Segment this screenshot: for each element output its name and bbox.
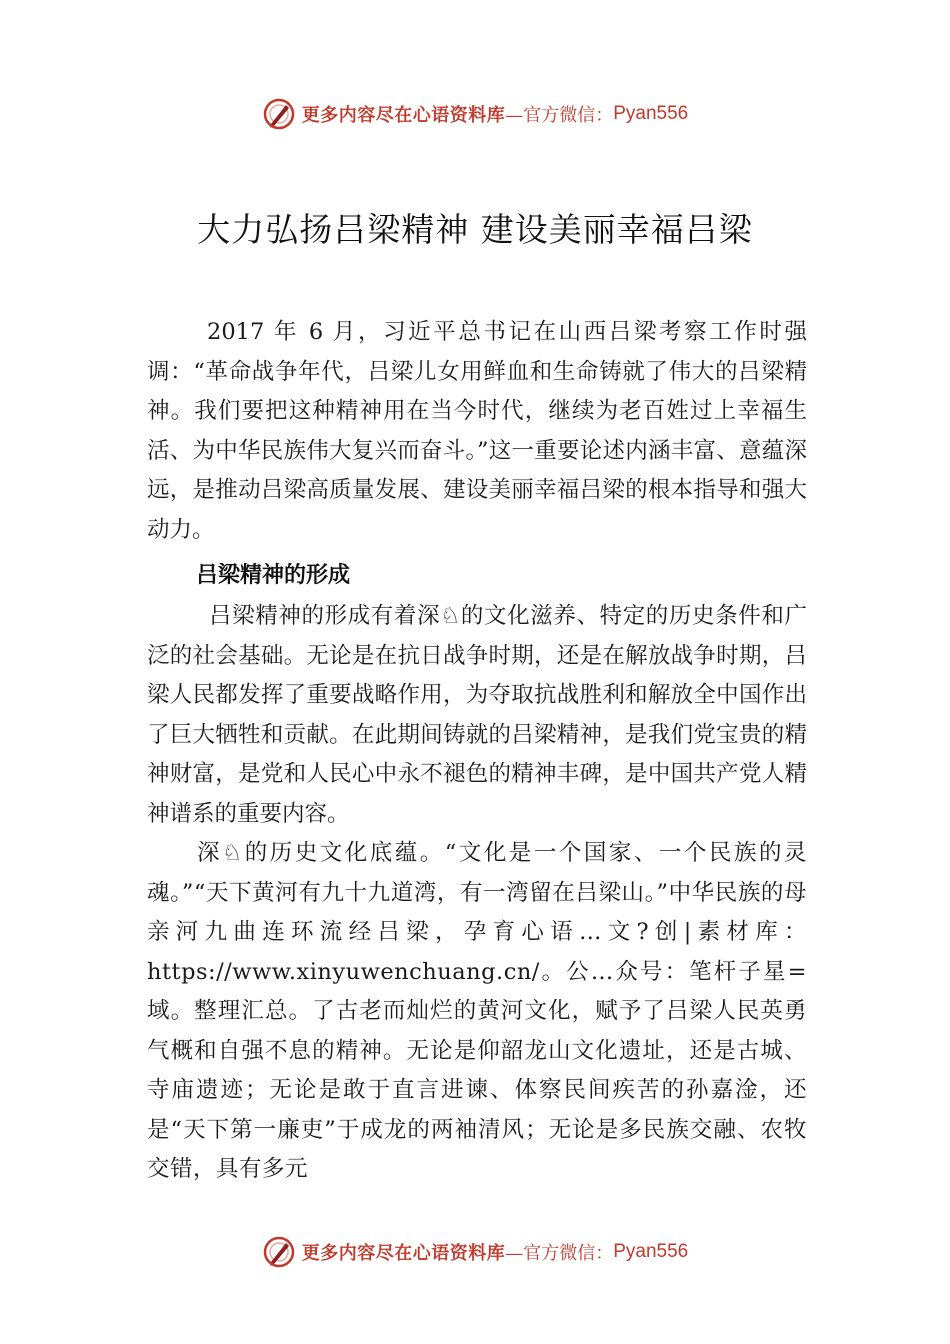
- paragraph-intro: [147, 313, 807, 550]
- document-title: 大力弘扬吕梁精神 建设美丽幸福吕梁: [197, 210, 753, 249]
- section-heading: 吕梁精神的形成: [196, 563, 351, 588]
- pen-logo-icon: [262, 97, 296, 131]
- banner-wechat-id: Pyan556: [613, 1241, 689, 1262]
- banner-main-text: 更多内容尽在心语资料库: [301, 105, 506, 126]
- banner-main-text: 更多内容尽在心语资料库: [301, 1243, 506, 1264]
- pen-logo-icon: [262, 1235, 296, 1269]
- paragraph-text: 吕梁精神的形成有着深♘的文化滋养、特定的历史条件和广泛的社会基础。无论是在抗日战争时期，还是在解放战争时期，吕梁人民都发挥了重要战略作用，为夺取抗战胜利和解放全中国作出了巨大牺牲和贡献。在此期间铸就的吕梁精神，是我们党宝贵的精神财富，是党和人民心中永不褪色的精神丰碑，是中国共产党人精神谱系的重要内容。: [147, 603, 807, 827]
- banner-wechat-label: —官方微信：: [505, 105, 614, 126]
- paragraph-text: 2017 年 6 月，习近平总书记在山西吕梁考察工作时强调：“革命战争年代，吕梁儿女用鲜血和生命铸就了伟大的吕梁精神。我们要把这种精神用在当今时代，继续为老百姓过上幸福生活、为中华民族伟大复兴而奋斗。”这一重要论述内涵丰富、意蕴深远，是推动吕梁高质量发展、建设美丽幸福吕梁的根本指导和强大动力。: [147, 319, 807, 543]
- banner-wechat-id: Pyan556: [613, 103, 689, 124]
- header-banner: [0, 94, 950, 134]
- paragraph-text: 深♘的历史文化底蕴。“文化是一个国家、一个民族的灵魂。”“天下黄河有九十九道湾，有一湾留在吕梁山。”中华民族的母亲河九曲连环流经吕梁，孕育心语…文?创|素材库：https://www.xinyuwenchuang.cn/。公…众号：笔杆子星=域。整理汇总。了古老而灿烂的黄河文化，赋予了吕梁人民英勇气概和自强不息的精神。无论是仰韶龙山文化遗址，还是古城、寺庙遗迹；无论是敢于直言进谏、体察民间疾苦的孙嘉淦，还是“天下第一廉吏”于成龙的两袖清风；无论是多民族交融、农牧交错，具有多元: [147, 840, 807, 1182]
- footer-banner: [0, 1232, 950, 1272]
- banner-wechat-label: —官方微信：: [505, 1243, 614, 1264]
- paragraph-culture: [147, 834, 807, 1190]
- paragraph-formation: [147, 597, 807, 834]
